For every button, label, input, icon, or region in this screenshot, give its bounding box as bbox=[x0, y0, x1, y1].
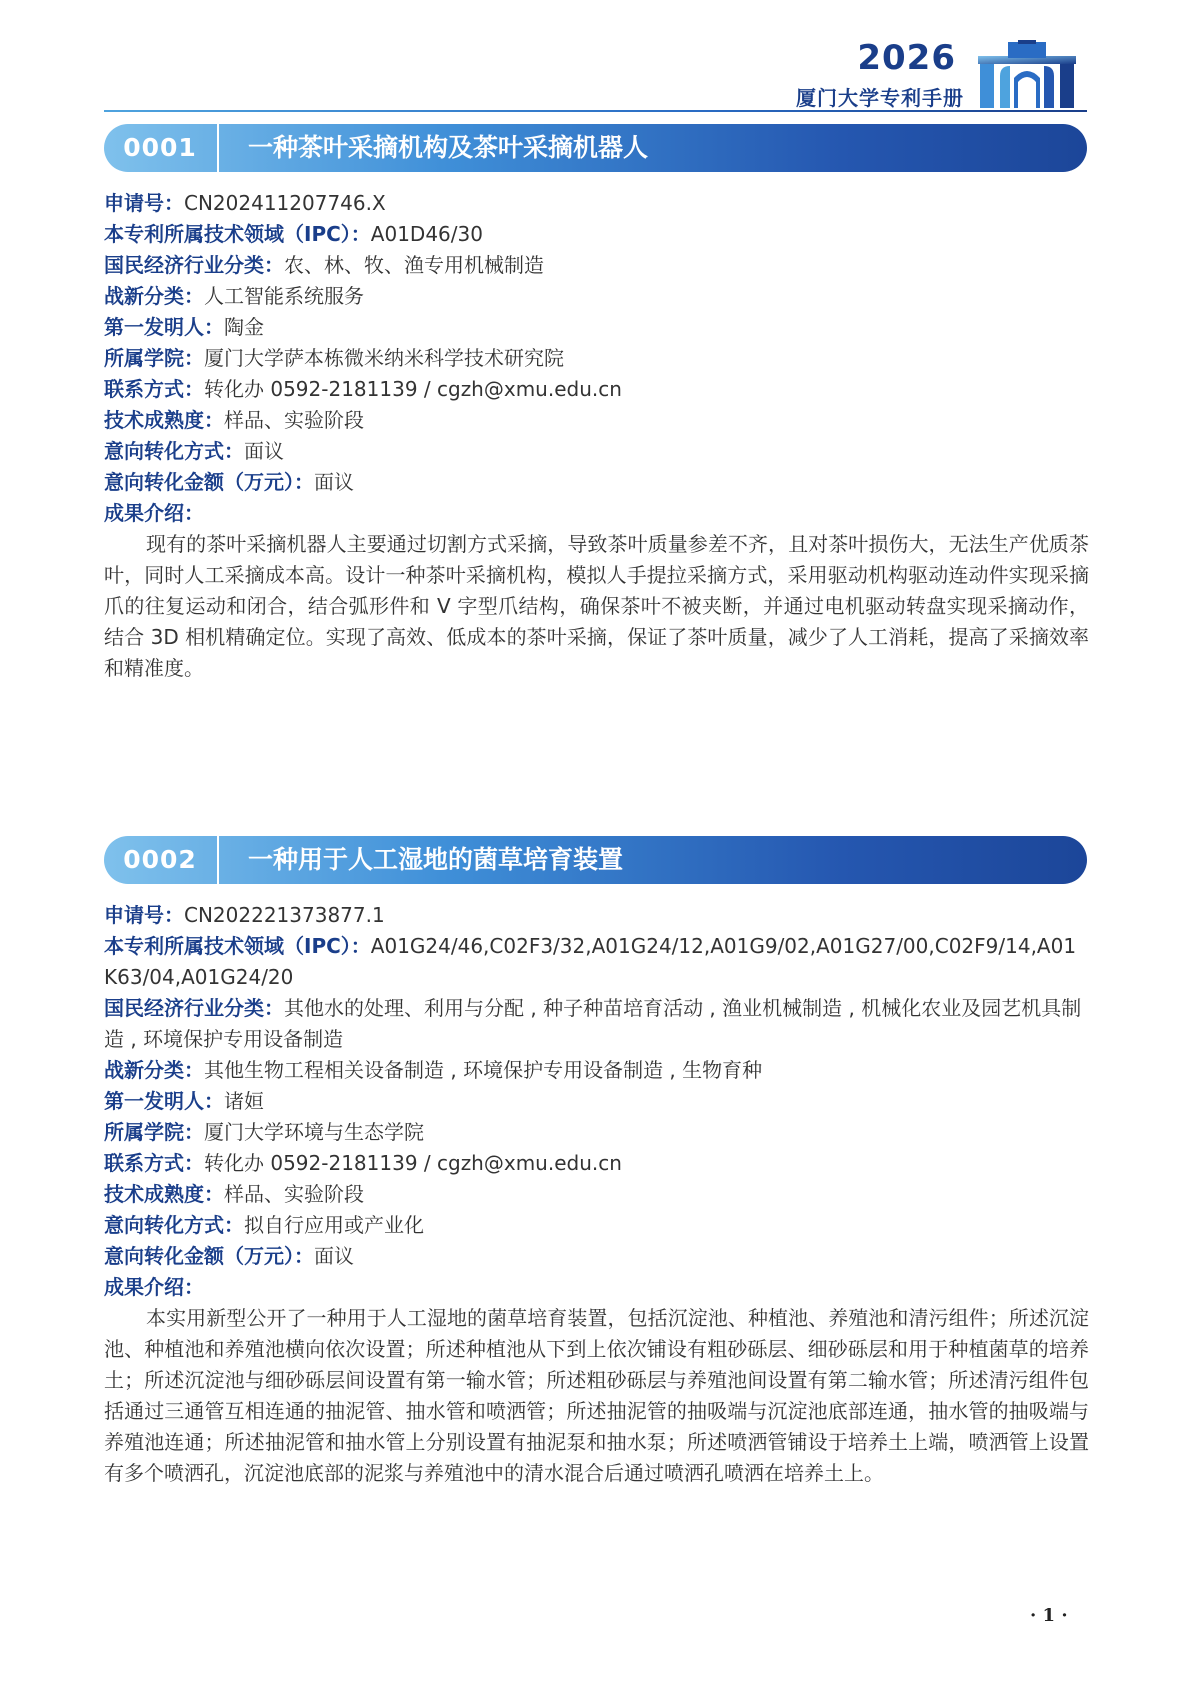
header-divider bbox=[104, 110, 1087, 112]
transfer-mode-row bbox=[104, 436, 1089, 467]
field-label: 所属学院： bbox=[104, 346, 204, 370]
field-value: 人工智能系统服务 bbox=[204, 284, 364, 308]
field-value: CN202411207746.X bbox=[184, 191, 386, 215]
field-label: 意向转化金额（万元）： bbox=[104, 1244, 314, 1268]
application-number-row bbox=[104, 188, 1089, 219]
field-label: 联系方式： bbox=[104, 377, 204, 401]
field-value: 陶金 bbox=[224, 315, 264, 339]
field-label: 技术成熟度： bbox=[104, 408, 224, 432]
field-label: 国民经济行业分类： bbox=[104, 996, 284, 1020]
field-value: 面议 bbox=[314, 470, 354, 494]
patent-number: 0001 bbox=[123, 133, 197, 162]
intro-label: 成果介绍： bbox=[104, 501, 204, 525]
field-value: 样品、实验阶段 bbox=[224, 1182, 364, 1206]
field-value: A01D46/30 bbox=[370, 222, 483, 246]
field-label: 意向转化方式： bbox=[104, 439, 244, 463]
field-label: 国民经济行业分类： bbox=[104, 253, 284, 277]
page-number: · 1 · bbox=[1030, 1605, 1068, 1626]
intro-label: 成果介绍： bbox=[104, 1275, 204, 1299]
field-label: 战新分类： bbox=[104, 1058, 204, 1082]
field-value: 其他水的处理、利用与分配 , 种子种苗培育活动 , 渔业机械制造 , 机械化农业及园艺机具制造 , 环境保护专用设备制造 bbox=[104, 996, 1082, 1051]
field-value: 厦门大学萨本栋微米纳米科学技术研究院 bbox=[204, 346, 564, 370]
transfer-amount-row bbox=[104, 467, 1089, 498]
field-label: 第一发明人： bbox=[104, 1089, 224, 1113]
handbook-year: 2026 bbox=[857, 38, 956, 78]
contact-row bbox=[104, 1148, 1089, 1179]
page-header bbox=[0, 0, 1186, 115]
intro-text: 本实用新型公开了一种用于人工湿地的菌草培育装置，包括沉淀池、种植池、养殖池和清污组件；所述沉淀池、种植池和养殖池横向依次设置；所述种植池从下到上依次铺设有粗砂砾层、细砂砾层和用于种植菌草的培养土；所述沉淀池与细砂砾层间设置有第一输水管；所述粗砂砾层与养殖池间设置有第二输水管；所述清污组件包括通过三通管互相连通的抽泥管、抽水管和喷洒管；所述抽泥管的抽吸端与沉淀池底部连通，抽水管的抽吸端与养殖池连通；所述抽泥管和抽水管上分别设置有抽泥泵和抽水泵；所述喷洒管铺设于培养土上端，喷洒管上设置有多个喷洒孔，沉淀池底部的泥浆与养殖池中的清水混合后通过喷洒孔喷洒在培养土上。 bbox=[104, 1306, 1089, 1485]
ipc-row bbox=[104, 219, 1089, 250]
patent-details bbox=[104, 188, 1089, 684]
field-value: 面议 bbox=[244, 439, 284, 463]
field-label: 所属学院： bbox=[104, 1120, 204, 1144]
strategic-row bbox=[104, 1055, 1089, 1086]
maturity-row bbox=[104, 1179, 1089, 1210]
college-row bbox=[104, 343, 1089, 374]
field-label: 第一发明人： bbox=[104, 315, 224, 339]
patent-banner bbox=[104, 124, 1087, 172]
patent-number: 0002 bbox=[123, 845, 197, 874]
field-value: 拟自行应用或产业化 bbox=[244, 1213, 424, 1237]
field-label: 技术成熟度： bbox=[104, 1182, 224, 1206]
field-label: 联系方式： bbox=[104, 1151, 204, 1175]
patent-details bbox=[104, 900, 1089, 1489]
transfer-mode-row bbox=[104, 1210, 1089, 1241]
field-value: A01G24/46,C02F3/32,A01G24/12,A01G9/02,A01G27/00,C02F9/14,A01K63/04,A01G24/20 bbox=[104, 934, 1077, 989]
field-value: 厦门大学环境与生态学院 bbox=[204, 1120, 424, 1144]
field-value: 转化办 0592-2181139 / cgzh@xmu.edu.cn bbox=[204, 1151, 622, 1175]
ipc-row bbox=[104, 931, 1089, 993]
field-label: 意向转化金额（万元）： bbox=[104, 470, 314, 494]
field-label: 申请号： bbox=[104, 903, 184, 927]
patent-banner bbox=[104, 836, 1087, 884]
field-value: 转化办 0592-2181139 / cgzh@xmu.edu.cn bbox=[204, 377, 622, 401]
field-label: 本专利所属技术领域（IPC）： bbox=[104, 934, 371, 958]
college-row bbox=[104, 1117, 1089, 1148]
application-number-row bbox=[104, 900, 1089, 931]
university-gate-icon bbox=[978, 40, 1076, 108]
strategic-row bbox=[104, 281, 1089, 312]
field-value: 诸姮 bbox=[224, 1089, 264, 1113]
patent-title: 一种用于人工湿地的菌草培育装置 bbox=[248, 845, 624, 874]
inventor-row bbox=[104, 312, 1089, 343]
field-label: 本专利所属技术领域（IPC）： bbox=[104, 222, 371, 246]
handbook-title: 厦门大学专利手册 bbox=[796, 86, 964, 110]
field-value: 样品、实验阶段 bbox=[224, 408, 364, 432]
field-value: CN202221373877.1 bbox=[184, 903, 385, 927]
field-value: 农、林、牧、渔专用机械制造 bbox=[284, 253, 544, 277]
industry-row bbox=[104, 993, 1089, 1055]
patent-title: 一种茶叶采摘机构及茶叶采摘机器人 bbox=[248, 133, 649, 162]
contact-row bbox=[104, 374, 1089, 405]
industry-row bbox=[104, 250, 1089, 281]
banner-divider bbox=[217, 124, 219, 172]
field-label: 意向转化方式： bbox=[104, 1213, 244, 1237]
intro-text: 现有的茶叶采摘机器人主要通过切割方式采摘，导致茶叶质量参差不齐，且对茶叶损伤大，无法生产优质茶叶，同时人工采摘成本高。设计一种茶叶采摘机构，模拟人手提拉采摘方式，采用驱动机构驱动连动件实现采摘爪的往复运动和闭合，结合弧形件和 V 字型爪结构，确保茶叶不被夹断，并通过电机驱动转盘实现采摘动作，结合 3D 相机精确定位。实现了高效、低成本的茶叶采摘，保证了茶叶质量，减少了人工消耗，提高了采摘效率和精准度。 bbox=[104, 532, 1089, 680]
inventor-row bbox=[104, 1086, 1089, 1117]
maturity-row bbox=[104, 405, 1089, 436]
transfer-amount-row bbox=[104, 1241, 1089, 1272]
field-value: 其他生物工程相关设备制造 , 环境保护专用设备制造 , 生物育种 bbox=[204, 1058, 763, 1082]
field-label: 申请号： bbox=[104, 191, 184, 215]
field-label: 战新分类： bbox=[104, 284, 204, 308]
field-value: 面议 bbox=[314, 1244, 354, 1268]
banner-divider bbox=[217, 836, 219, 884]
